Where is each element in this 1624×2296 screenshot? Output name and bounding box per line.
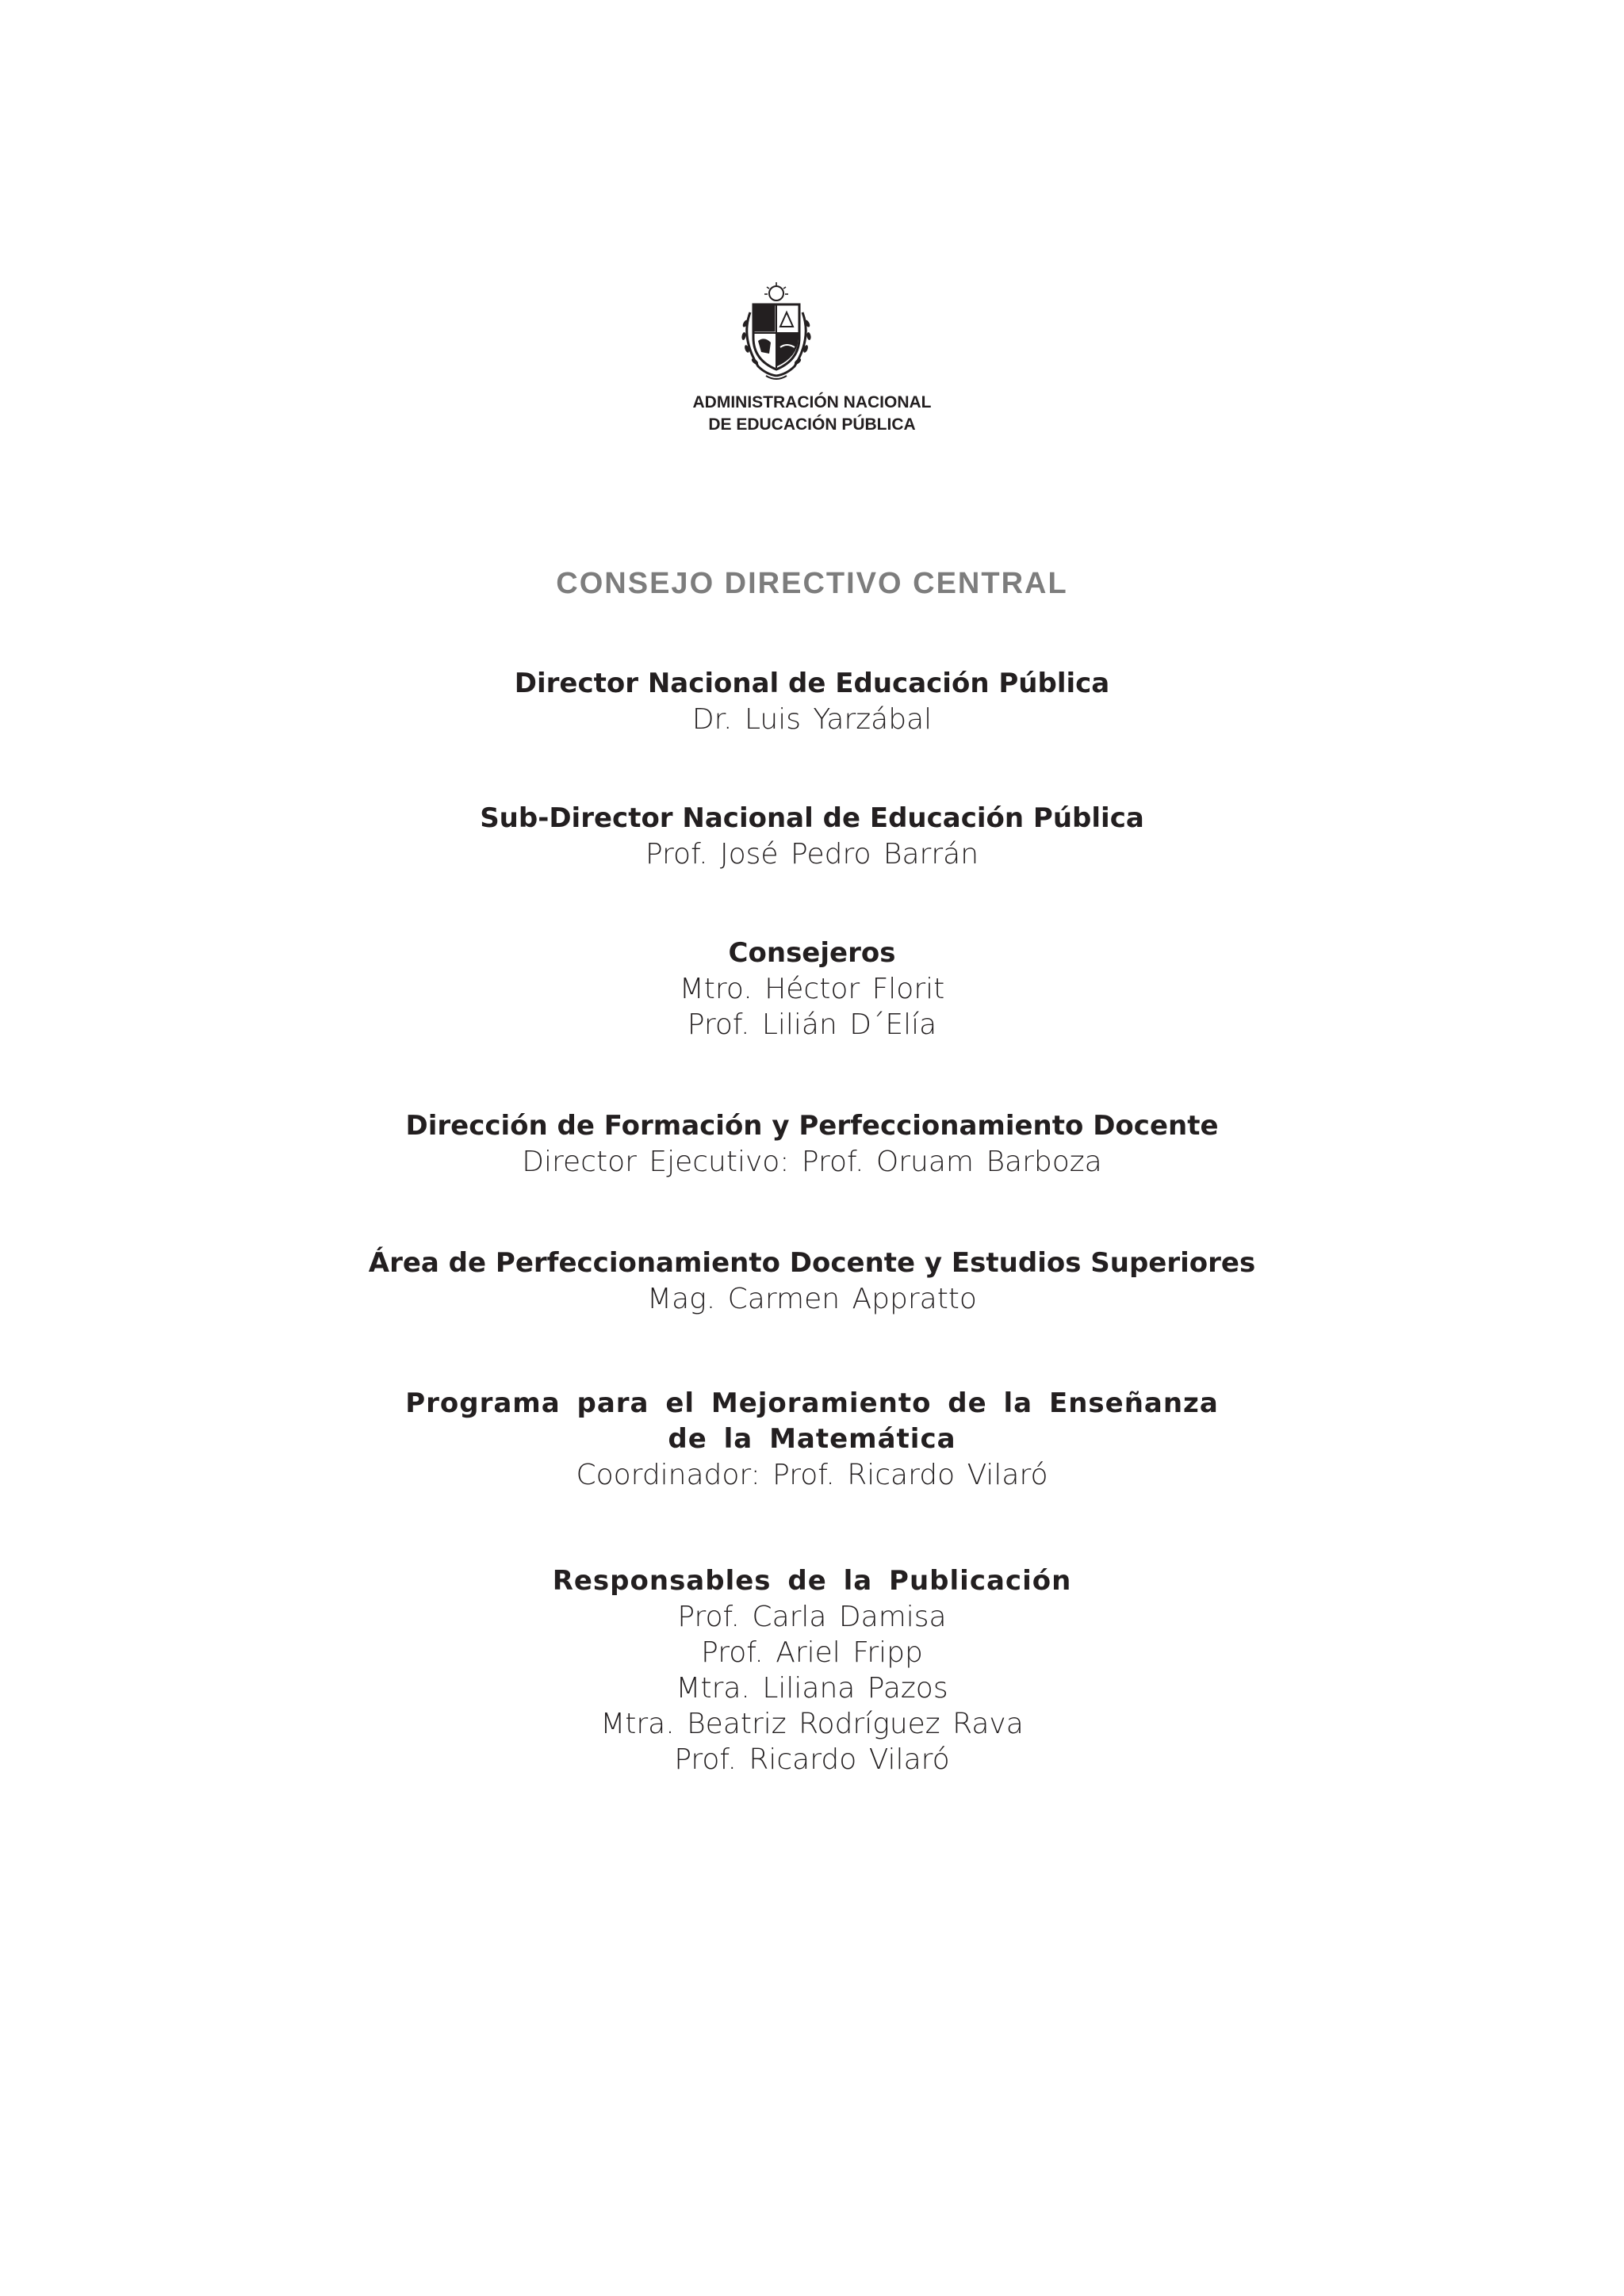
section-heading-continued: de la Matemática [668,1423,956,1455]
section-heading: Dirección de Formación y Perfeccionamiento Docente [405,1110,1219,1142]
section-director [0,666,1624,737]
section-heading: Consejeros [728,937,896,969]
person-name: Dr. Luis Yarzábal [691,703,933,736]
section-heading: Área de Perfeccionamiento Docente y Estudios Superiores [368,1247,1256,1279]
coat-of-arms-logo [730,281,823,382]
person-name: Prof. Lilián D´Elía [687,1008,937,1041]
section-area-perfeccionamiento [0,1246,1624,1317]
section-programa [0,1386,1624,1493]
person-name: Mtro. Héctor Florit [679,973,945,1005]
person-name: Prof. Ariel Fripp [701,1636,923,1669]
person-name: Prof. Ricardo Vilaró [674,1743,950,1776]
section-heading: Programa para el Mejoramiento de la Enseñanza [405,1387,1219,1419]
person-name: Mtra. Liliana Pazos [676,1672,948,1705]
section-heading: Sub-Director Nacional de Educación Pública [480,802,1144,834]
person-name: Mag. Carmen Appratto [647,1283,977,1315]
person-name: Prof. Carla Damisa [677,1601,947,1633]
section-responsables [0,1563,1624,1777]
organization-line-2: DE EDUCACIÓN PÚBLICA [708,415,916,434]
council-title: CONSEJO DIRECTIVO CENTRAL [556,567,1068,600]
section-consejeros [0,936,1624,1043]
person-name: Coordinador: Prof. Ricardo Vilaró [576,1459,1048,1491]
person-name: Mtra. Beatriz Rodríguez Rava [600,1708,1024,1740]
organization-name [0,392,1624,436]
section-sub-director [0,801,1624,872]
section-heading: Responsables de la Publicación [552,1565,1072,1597]
person-name: Prof. José Pedro Barrán [645,838,979,871]
section-heading: Director Nacional de Educación Pública [514,668,1110,699]
person-name: Director Ejecutivo: Prof. Oruam Barboza [522,1146,1102,1178]
organization-line-1: ADMINISTRACIÓN NACIONAL [692,393,932,411]
section-direccion-formacion [0,1108,1624,1180]
